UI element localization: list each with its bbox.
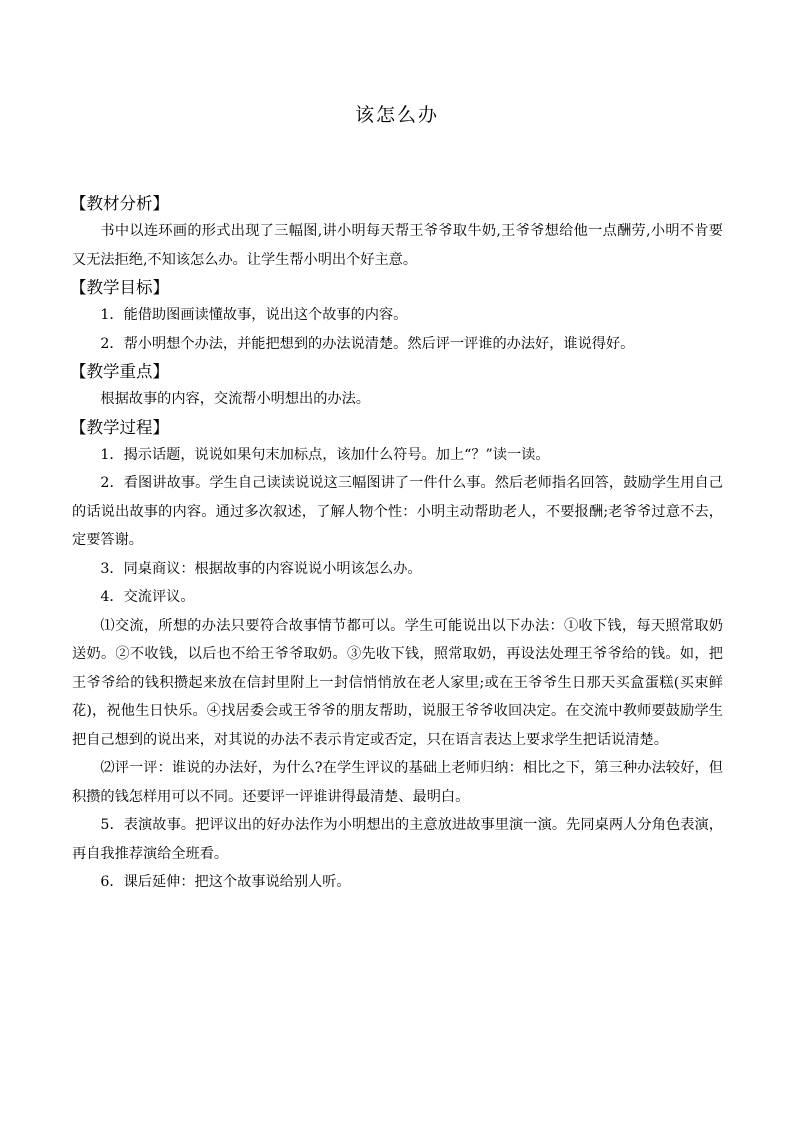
section-goals [72,274,723,358]
paragraph: 2．帮小明想个办法，并能把想到的办法说清楚。然后评一评谁的办法好，谁说得好。 [100,335,635,352]
paragraph: 1．揭示话题，说说如果句末加标点，该加什么符号。加上“？”读一读。 [100,446,550,463]
paragraph: 书中以连环画的形式出现了三幅图,讲小明每天帮王爷爷取牛奶,王爷爷想给他一点酬劳,小明不肯要又无法拒绝,不知该怎么办。让学生帮小明出个好主意。 [72,223,723,268]
document-body [72,190,723,897]
paragraph: 根据故事的内容，交流帮小明想出的办法。 [100,391,370,407]
section-heading: 【教材分析】 [70,194,169,213]
paragraph: 4．交流评议。 [100,589,195,605]
paragraph: 3．同桌商议：根据故事的内容说说小明该怎么办。 [100,560,422,577]
page-title: 该怎么办 [354,104,439,126]
paragraph: 6．课后延伸：把这个故事说给别人听。 [100,874,351,890]
paragraph: ⑴交流，所想的办法只要符合故事情节都可以。学生可能说出以下办法：①收下钱，每天照常取奶送奶。②不收钱，以后也不给王爷爷取奶。③先收下钱，照常取奶，再设法处理王爷爷给的钱。如，把王爷爷给的钱积攒起来放在信封里附上一封信悄悄放在老人家里;或在王爷爷生日那天买盒蛋糕(买束鲜花)，祝他生日快乐。④找居委会或王爷爷的朋友帮助，说服王爷爷收回决定。在交流中教师要鼓励学生把自己想到的说出来，对其说的办法不表示肯定或否定，只在语言表达上要求学生把话说清楚。 [72,617,723,748]
section-heading: 【教学过程】 [70,417,169,437]
section-heading: 【教学目标】 [70,278,169,297]
section-process [72,414,723,897]
section-analysis [72,190,723,274]
section-key-points [72,358,723,414]
paragraph: 1．能借助图画读懂故事，说出这个故事的内容。 [100,307,408,323]
paragraph: 5．表演故事。把评议出的好办法作为小明想出的主意放进故事里演一演。先同桌两人分角色表演，再自我推荐演给全班看。 [72,817,723,862]
paragraph: ⑵评一评：谁说的办法好，为什么?在学生评议的基础上老师归纳：相比之下，第三种办法较好，但积攒的钱怎样用可以不同。还要评一评谁讲得最清楚、最明白。 [72,760,723,805]
section-heading: 【教学重点】 [70,362,169,381]
paragraph: 2．看图讲故事。学生自己读读说说这三幅图讲了一件什么事。然后老师指名回答，鼓励学生用自己的话说出故事的内容。通过多次叙述，了解人物个性：小明主动帮助老人，不要报酬;老爷爷过意不去，定要答谢。 [72,475,723,548]
